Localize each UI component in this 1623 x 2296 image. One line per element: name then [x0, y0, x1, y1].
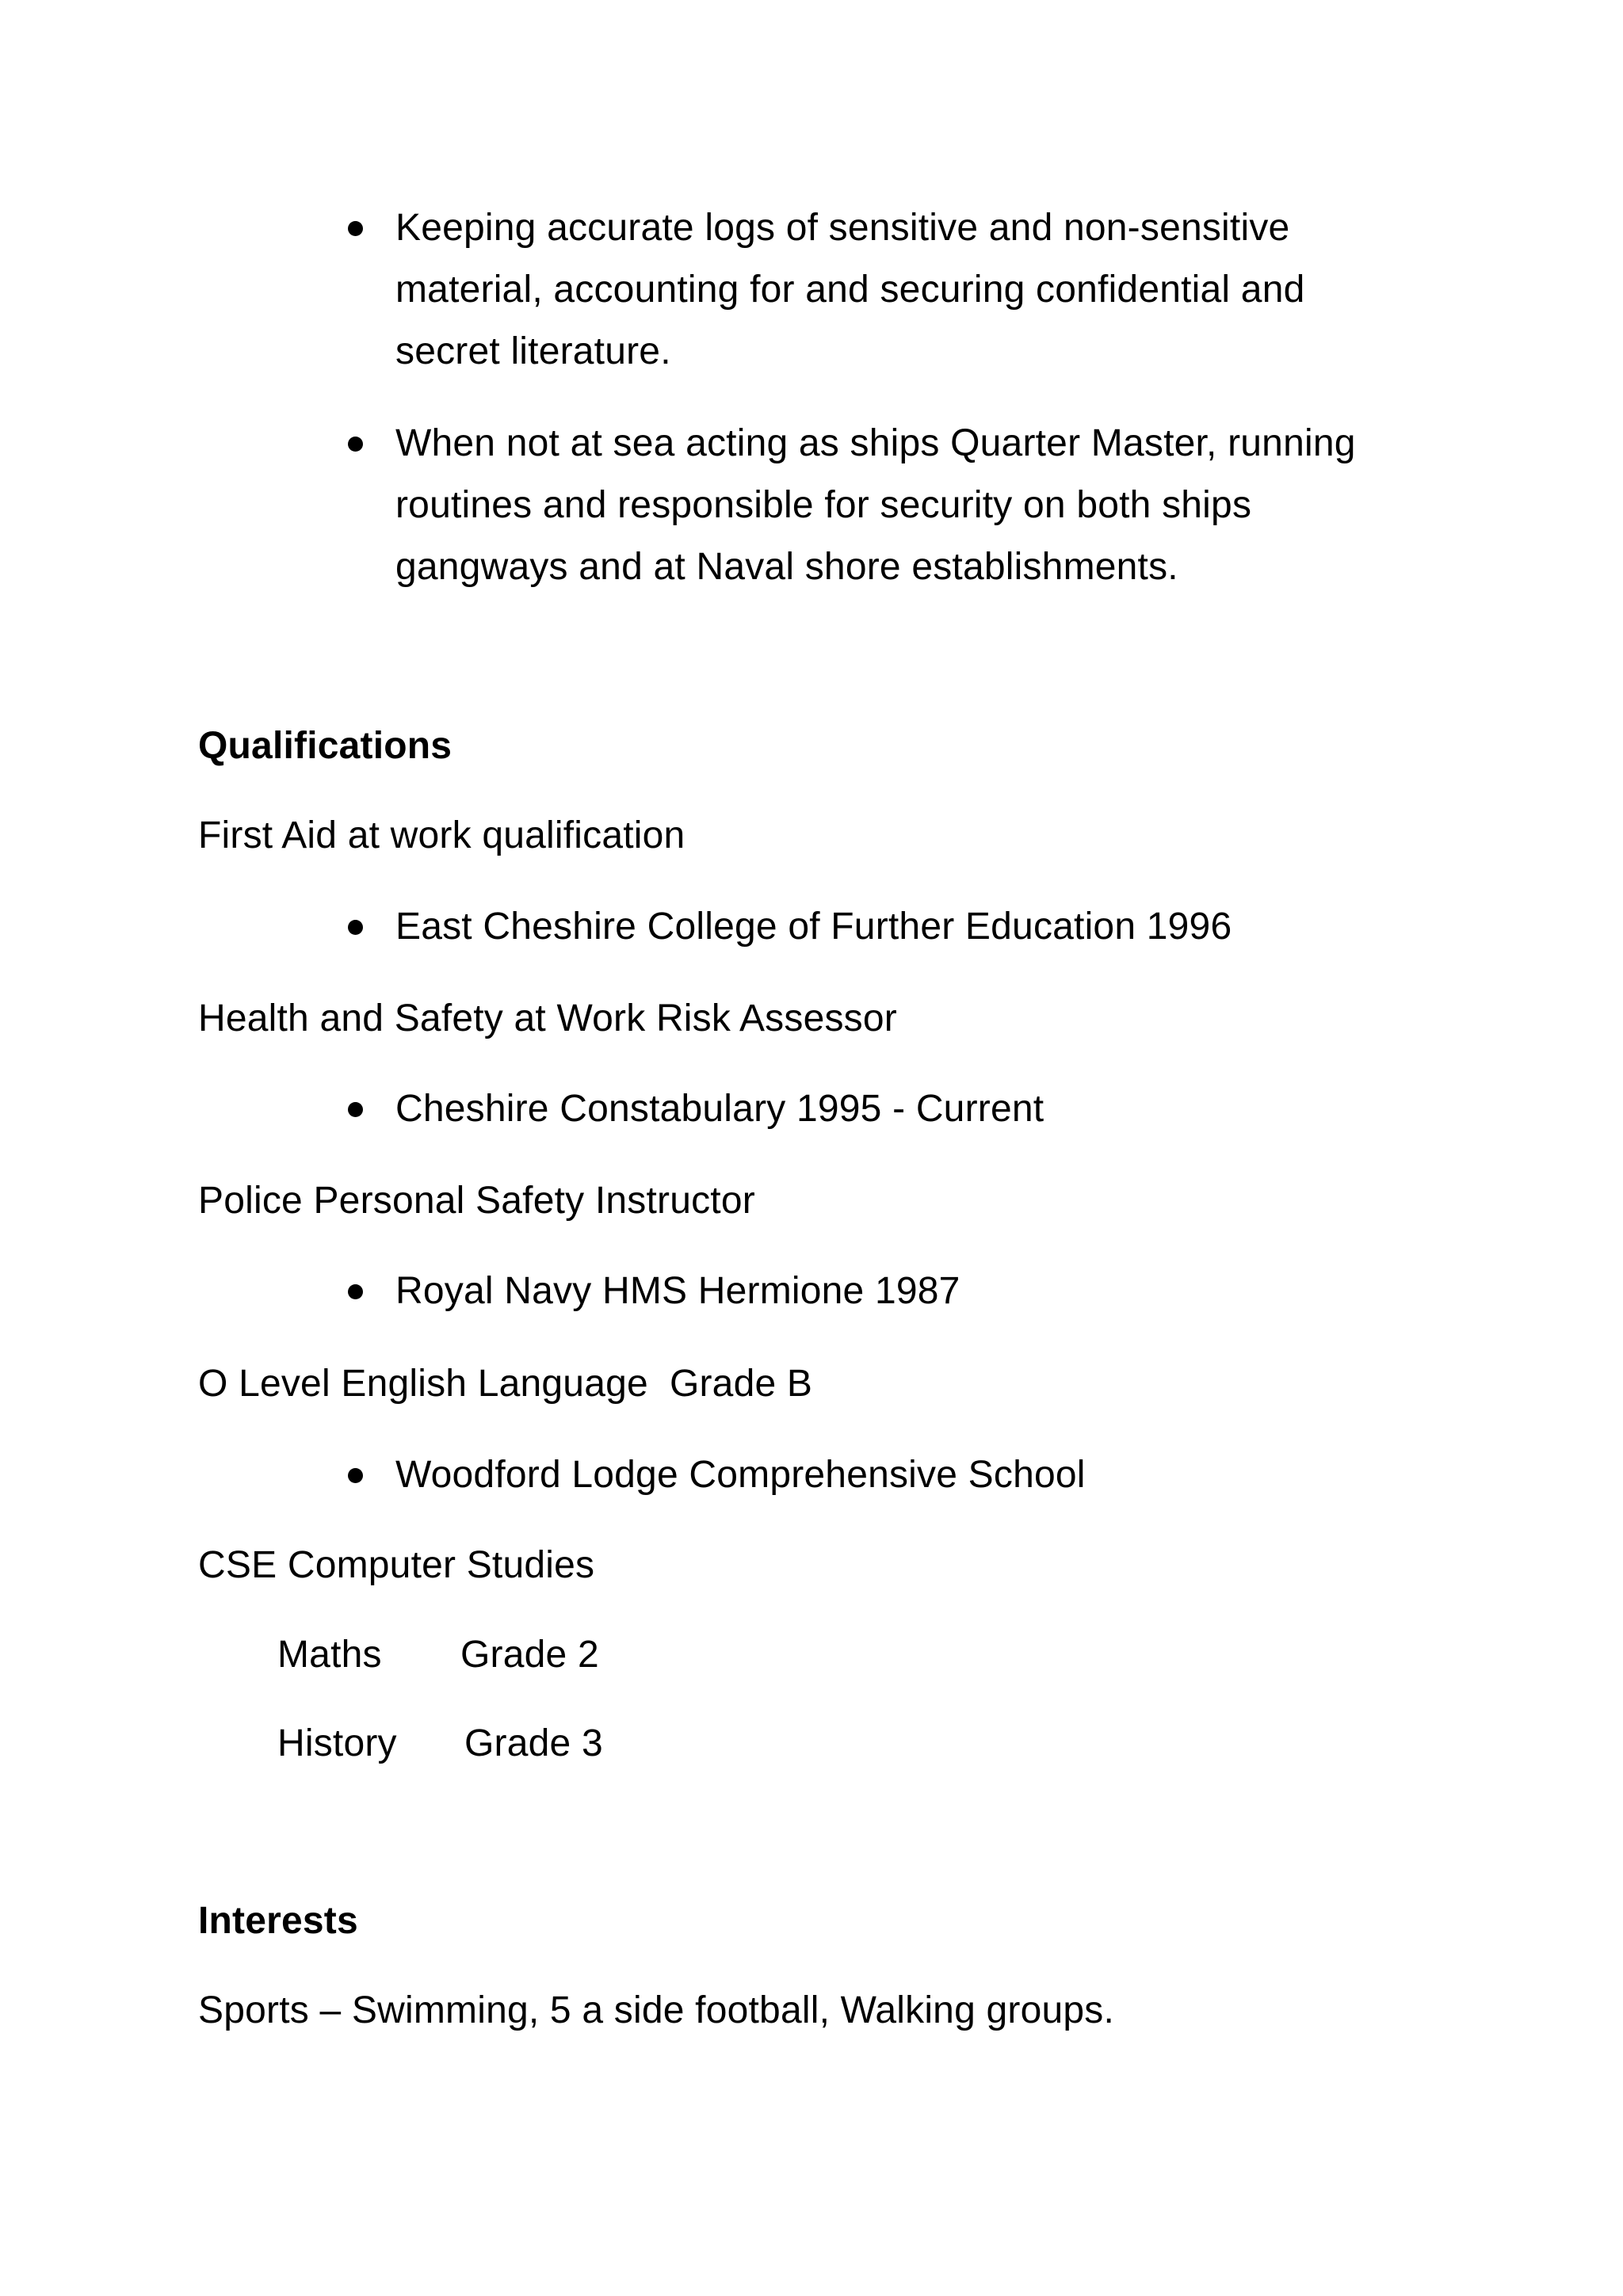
- bullet-text-line: secret literature.: [395, 330, 671, 372]
- bullet-text-line: material, accounting for and securing confidential and: [395, 269, 1305, 311]
- section-heading-qualifications: Qualifications: [198, 725, 453, 767]
- qualification-title: Police Personal Safety Instructor: [198, 1180, 755, 1222]
- qualification-title: O Level English Language Grade B: [198, 1363, 813, 1405]
- qualification-detail: Woodford Lodge Comprehensive School: [395, 1454, 1086, 1496]
- interests-text: Sports – Swimming, 5 a side football, Walking groups.: [198, 1989, 1115, 2031]
- qualification-detail: East Cheshire College of Further Education 1996: [395, 906, 1232, 948]
- section-heading-interests: Interests: [198, 1900, 358, 1942]
- qualification-detail: Royal Navy HMS Hermione 1987: [395, 1270, 960, 1312]
- qualification-title: CSE Computer Studies: [198, 1544, 595, 1586]
- qualification-title: First Aid at work qualification: [198, 814, 685, 856]
- bullet-marker: [348, 920, 363, 935]
- bullet-marker: [348, 1468, 363, 1483]
- cse-grade: Grade 2: [460, 1634, 599, 1676]
- bullet-marker: [348, 1102, 363, 1117]
- qualification-detail: Cheshire Constabulary 1995 - Current: [395, 1088, 1044, 1130]
- bullet-marker: [348, 437, 363, 452]
- bullet-marker: [348, 1284, 363, 1299]
- bullet-text-line: routines and responsible for security on both ships: [395, 484, 1252, 526]
- bullet-text-line: gangways and at Naval shore establishments.: [395, 546, 1178, 588]
- qualification-title: Health and Safety at Work Risk Assessor: [198, 997, 897, 1039]
- cse-subject: History: [277, 1722, 397, 1764]
- cse-subject: Maths: [277, 1634, 382, 1676]
- bullet-text-line: When not at sea acting as ships Quarter Master, running: [395, 422, 1356, 464]
- bullet-text-line: Keeping accurate logs of sensitive and non-sensitive: [395, 207, 1290, 249]
- bullet-marker: [348, 221, 363, 236]
- cse-grade: Grade 3: [464, 1722, 603, 1764]
